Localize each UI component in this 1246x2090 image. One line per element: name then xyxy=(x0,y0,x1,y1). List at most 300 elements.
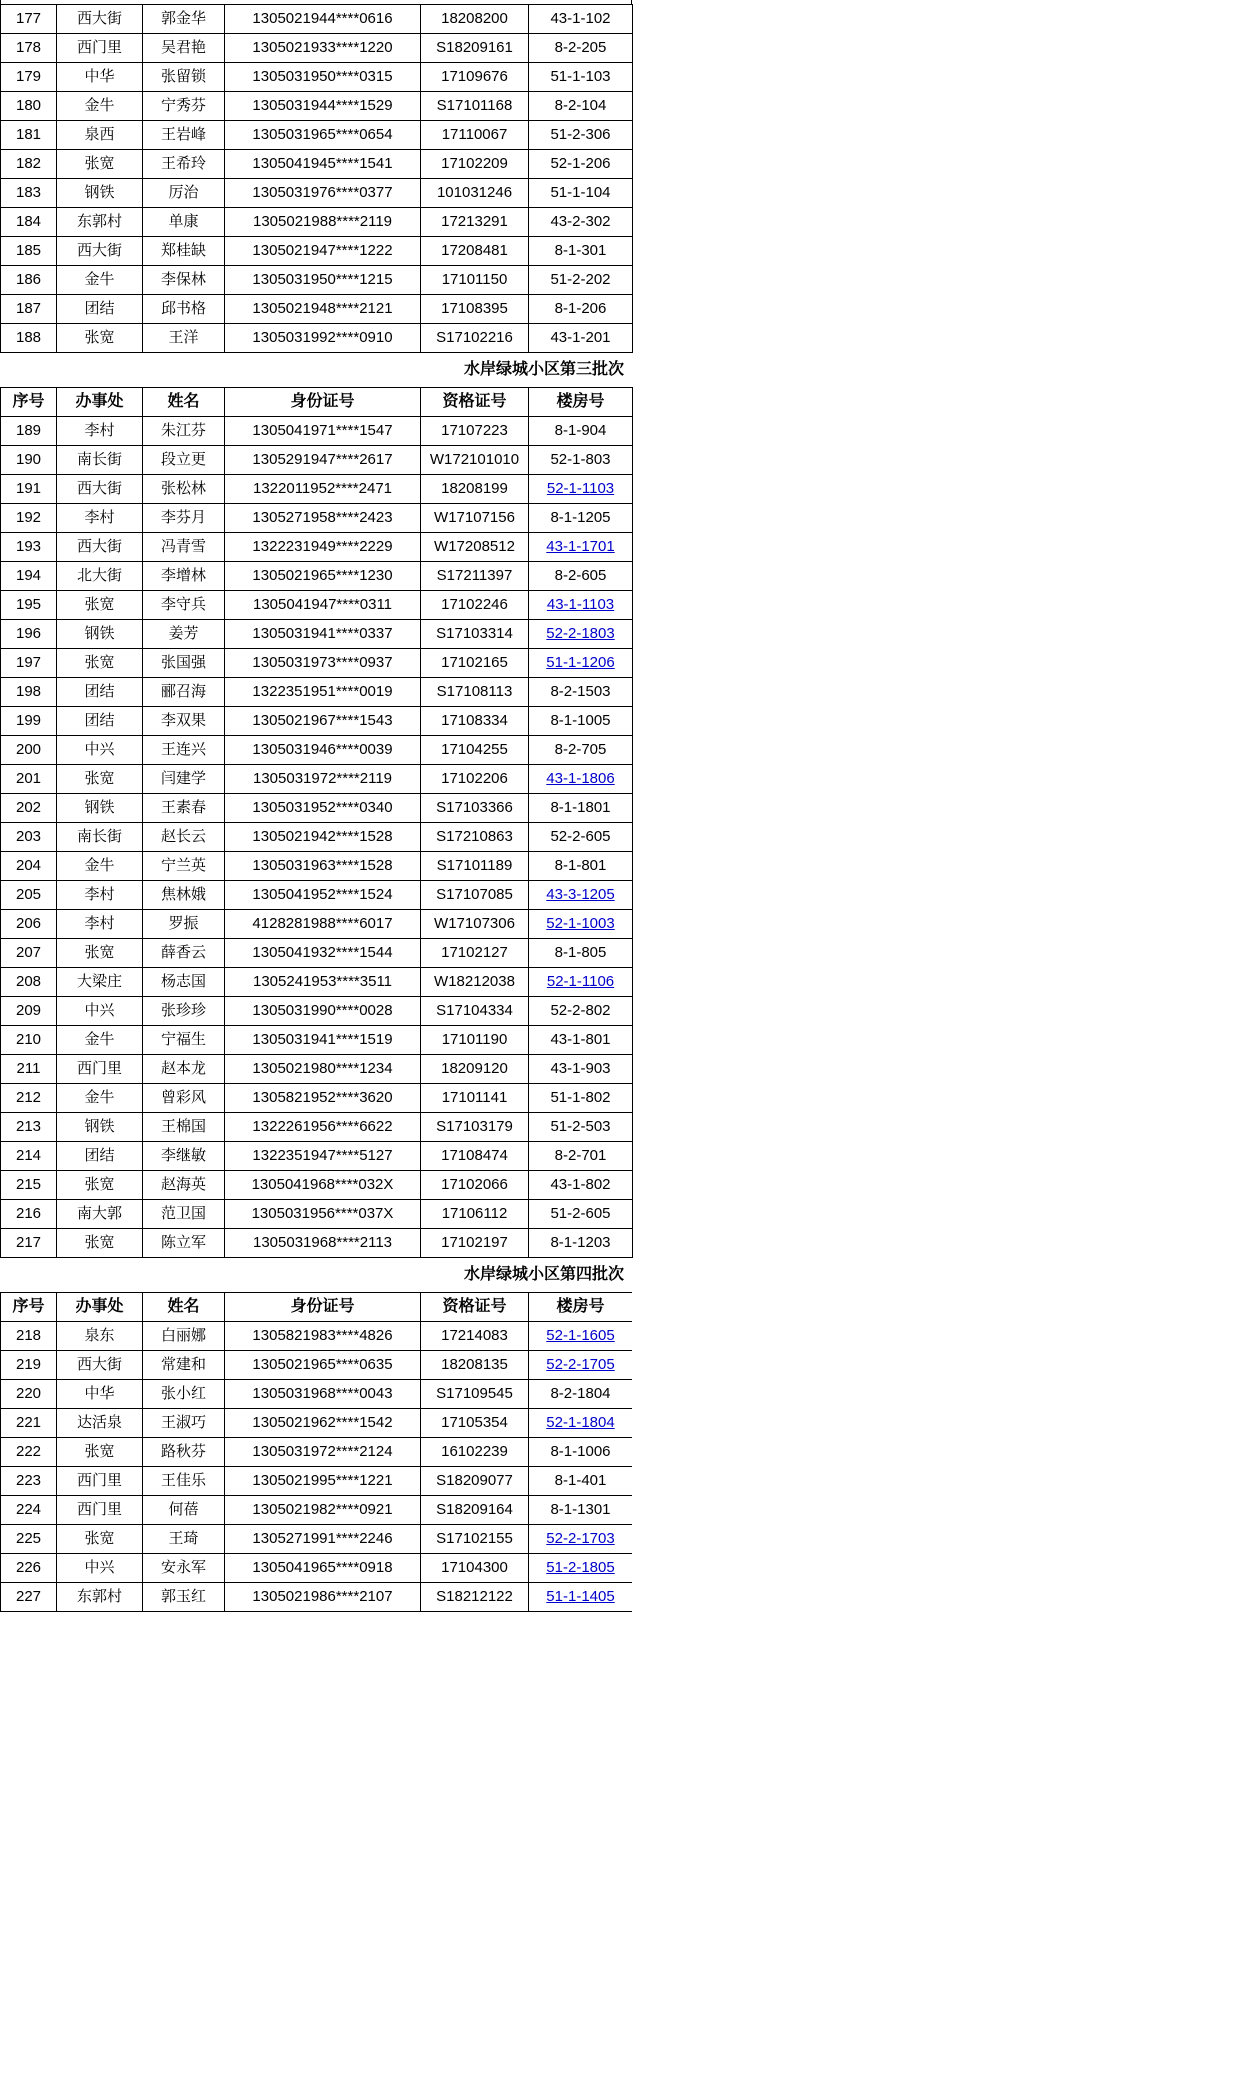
cell-house-number: 8-2-605 xyxy=(529,562,633,591)
cell-seq: 202 xyxy=(1,794,57,823)
cell-id-number: 1305031992****0910 xyxy=(225,324,421,353)
cell-house-number: 8-2-104 xyxy=(529,92,633,121)
cell-office: 张宽 xyxy=(57,1438,143,1467)
cell-seq: 218 xyxy=(1,1322,57,1351)
table-row xyxy=(1,1467,633,1496)
cell-name: 张小红 xyxy=(143,1380,225,1409)
cell-name: 段立更 xyxy=(143,446,225,475)
cell-office: 中兴 xyxy=(57,997,143,1026)
cell-cert-number: S17101189 xyxy=(421,852,529,881)
table-row xyxy=(1,150,633,179)
cell-cert-number: 17104300 xyxy=(421,1554,529,1583)
table-row xyxy=(1,823,633,852)
cell-office: 张宽 xyxy=(57,765,143,794)
cell-seq: 204 xyxy=(1,852,57,881)
table-row xyxy=(1,475,633,504)
section-title-third-batch: 水岸绿城小区第三批次 xyxy=(463,361,624,378)
cell-name: 郭金华 xyxy=(143,5,225,34)
cell-name: 厉治 xyxy=(143,179,225,208)
cell-cert-number: 16102239 xyxy=(421,1438,529,1467)
section-third-batch xyxy=(0,387,632,1258)
section-continued xyxy=(0,0,632,353)
cell-seq: 222 xyxy=(1,1438,57,1467)
cell-id-number: 1305031946****0039 xyxy=(225,736,421,765)
house-number-link[interactable]: 51-2-1805 xyxy=(546,1559,615,1576)
table-row xyxy=(1,1322,633,1351)
cell-seq: 207 xyxy=(1,939,57,968)
cell-id-number: 1305041971****1547 xyxy=(225,417,421,446)
cell-cert-number: 17108474 xyxy=(421,1142,529,1171)
cell-name: 朱江芬 xyxy=(143,417,225,446)
table-row xyxy=(1,852,633,881)
cell-seq: 217 xyxy=(1,1229,57,1258)
cell-id-number: 1305021980****1234 xyxy=(225,1055,421,1084)
cell-name: 赵海英 xyxy=(143,1171,225,1200)
col-header-name: 姓名 xyxy=(143,1293,225,1322)
cell-cert-number: S17101168 xyxy=(421,92,529,121)
cell-seq: 209 xyxy=(1,997,57,1026)
cell-cert-number: W172101010 xyxy=(421,446,529,475)
cell-cert-number: S17103366 xyxy=(421,794,529,823)
col-header-house-number: 楼房号 xyxy=(529,388,633,417)
cell-seq: 178 xyxy=(1,34,57,63)
cell-office: 李村 xyxy=(57,504,143,533)
house-number-link[interactable]: 52-2-1803 xyxy=(546,625,615,642)
col-header-name: 姓名 xyxy=(143,388,225,417)
cell-name: 张留锁 xyxy=(143,63,225,92)
table-row xyxy=(1,1554,633,1583)
cell-house-number: 51-1-802 xyxy=(529,1084,633,1113)
cell-seq: 227 xyxy=(1,1583,57,1612)
table-row xyxy=(1,1171,633,1200)
cell-cert-number: S17210863 xyxy=(421,823,529,852)
cell-name: 吴君艳 xyxy=(143,34,225,63)
cell-cert-number: S17211397 xyxy=(421,562,529,591)
house-number-link[interactable]: 52-1-1003 xyxy=(546,915,615,932)
cell-house-number[interactable] xyxy=(529,1351,633,1380)
table-row xyxy=(1,5,633,34)
cell-house-number[interactable] xyxy=(529,968,633,997)
cell-name: 张珍珍 xyxy=(143,997,225,1026)
cell-office: 南长街 xyxy=(57,446,143,475)
table-row xyxy=(1,1380,633,1409)
cell-name: 王连兴 xyxy=(143,736,225,765)
col-header-house-number: 楼房号 xyxy=(529,1293,633,1322)
cell-house-number[interactable] xyxy=(529,1525,633,1554)
cell-seq: 200 xyxy=(1,736,57,765)
table-row xyxy=(1,121,633,150)
cell-seq: 203 xyxy=(1,823,57,852)
cell-id-number: 1305031990****0028 xyxy=(225,997,421,1026)
cell-name: 王素春 xyxy=(143,794,225,823)
cell-office: 大梁庄 xyxy=(57,968,143,997)
cell-id-number: 1305031944****1529 xyxy=(225,92,421,121)
cell-cert-number: W17208512 xyxy=(421,533,529,562)
cell-seq: 193 xyxy=(1,533,57,562)
cell-name: 何蓓 xyxy=(143,1496,225,1525)
table-row xyxy=(1,678,633,707)
cell-id-number: 1305271991****2246 xyxy=(225,1525,421,1554)
cell-cert-number: 17105354 xyxy=(421,1409,529,1438)
table-row xyxy=(1,881,633,910)
table-row xyxy=(1,707,633,736)
cell-house-number: 52-1-206 xyxy=(529,150,633,179)
cell-house-number[interactable] xyxy=(529,649,633,678)
cell-house-number: 8-2-1503 xyxy=(529,678,633,707)
cell-name: 单康 xyxy=(143,208,225,237)
cell-name: 李双果 xyxy=(143,707,225,736)
cell-id-number: 1305021986****2107 xyxy=(225,1583,421,1612)
cell-name: 王希玲 xyxy=(143,150,225,179)
cell-office: 张宽 xyxy=(57,1229,143,1258)
cell-office: 金牛 xyxy=(57,852,143,881)
cell-id-number: 1305041945****1541 xyxy=(225,150,421,179)
cell-id-number: 1305031956****037X xyxy=(225,1200,421,1229)
cell-name: 杨志国 xyxy=(143,968,225,997)
cell-house-number: 8-2-705 xyxy=(529,736,633,765)
cell-id-number: 1305041965****0918 xyxy=(225,1554,421,1583)
table-row xyxy=(1,266,633,295)
cell-name: 李增林 xyxy=(143,562,225,591)
table-row xyxy=(1,591,633,620)
cell-seq: 187 xyxy=(1,295,57,324)
cell-office: 金牛 xyxy=(57,92,143,121)
table-body xyxy=(1,417,633,1258)
cell-seq: 192 xyxy=(1,504,57,533)
cell-house-number: 51-2-202 xyxy=(529,266,633,295)
cell-name: 张松林 xyxy=(143,475,225,504)
cell-house-number: 43-1-801 xyxy=(529,1026,633,1055)
cell-house-number[interactable] xyxy=(529,533,633,562)
cell-id-number: 1305031963****1528 xyxy=(225,852,421,881)
col-header-cert-number: 资格证号 xyxy=(421,388,529,417)
cell-house-number[interactable] xyxy=(529,910,633,939)
cell-house-number: 8-1-301 xyxy=(529,237,633,266)
cell-id-number: 1305031976****0377 xyxy=(225,179,421,208)
cell-id-number: 1305031968****2113 xyxy=(225,1229,421,1258)
cell-house-number: 8-2-1804 xyxy=(529,1380,633,1409)
cell-id-number: 1305271958****2423 xyxy=(225,504,421,533)
cell-office: 西大街 xyxy=(57,533,143,562)
cell-seq: 201 xyxy=(1,765,57,794)
cell-cert-number: 17102066 xyxy=(421,1171,529,1200)
cell-seq: 177 xyxy=(1,5,57,34)
cell-id-number: 1305021965****1230 xyxy=(225,562,421,591)
house-number-link[interactable]: 52-1-1605 xyxy=(546,1327,615,1344)
cell-name: 王佳乐 xyxy=(143,1467,225,1496)
cell-name: 宁秀芬 xyxy=(143,92,225,121)
cell-name: 焦林娥 xyxy=(143,881,225,910)
cell-id-number: 1305021933****1220 xyxy=(225,34,421,63)
cell-office: 金牛 xyxy=(57,266,143,295)
cell-name: 宁兰英 xyxy=(143,852,225,881)
cell-id-number: 1305291947****2617 xyxy=(225,446,421,475)
header-row xyxy=(1,388,633,417)
cell-cert-number: 17106112 xyxy=(421,1200,529,1229)
cell-house-number[interactable] xyxy=(529,1322,633,1351)
cell-house-number[interactable] xyxy=(529,591,633,620)
table-row xyxy=(1,1438,633,1467)
cell-cert-number: 17102165 xyxy=(421,649,529,678)
cell-cert-number: 17208481 xyxy=(421,237,529,266)
cell-cert-number: 18209120 xyxy=(421,1055,529,1084)
cell-house-number: 8-1-401 xyxy=(529,1467,633,1496)
cell-office: 东郭村 xyxy=(57,208,143,237)
cell-id-number: 1305031968****0043 xyxy=(225,1380,421,1409)
cell-id-number: 1305031952****0340 xyxy=(225,794,421,823)
cell-house-number: 43-1-802 xyxy=(529,1171,633,1200)
col-header-office: 办事处 xyxy=(57,388,143,417)
roster-table-fourth-batch xyxy=(0,1292,632,1612)
cell-office: 南长街 xyxy=(57,823,143,852)
table-row xyxy=(1,504,633,533)
cell-cert-number: S17102216 xyxy=(421,324,529,353)
cell-name: 王棉国 xyxy=(143,1113,225,1142)
cell-seq: 198 xyxy=(1,678,57,707)
house-number-link[interactable]: 43-1-1701 xyxy=(546,538,615,555)
cell-seq: 185 xyxy=(1,237,57,266)
cell-cert-number: 17108395 xyxy=(421,295,529,324)
table-row xyxy=(1,237,633,266)
cell-office: 中华 xyxy=(57,1380,143,1409)
cell-house-number[interactable] xyxy=(529,1583,633,1612)
cell-seq: 225 xyxy=(1,1525,57,1554)
cell-office: 金牛 xyxy=(57,1084,143,1113)
table-header xyxy=(1,1293,633,1322)
cell-id-number: 1305021962****1542 xyxy=(225,1409,421,1438)
cell-seq: 224 xyxy=(1,1496,57,1525)
cell-office: 团结 xyxy=(57,678,143,707)
cell-cert-number: 17102197 xyxy=(421,1229,529,1258)
cell-office: 钢铁 xyxy=(57,620,143,649)
cell-cert-number: 17104255 xyxy=(421,736,529,765)
cell-seq: 208 xyxy=(1,968,57,997)
cell-id-number: 1305031950****1215 xyxy=(225,266,421,295)
cell-cert-number: 101031246 xyxy=(421,179,529,208)
table-row xyxy=(1,1583,633,1612)
cell-house-number: 8-1-1801 xyxy=(529,794,633,823)
cell-office: 张宽 xyxy=(57,649,143,678)
cell-name: 张国强 xyxy=(143,649,225,678)
cell-id-number: 1305031941****1519 xyxy=(225,1026,421,1055)
table-row xyxy=(1,446,633,475)
cell-cert-number: 17213291 xyxy=(421,208,529,237)
cell-office: 团结 xyxy=(57,295,143,324)
table-row xyxy=(1,1142,633,1171)
cell-house-number: 8-2-701 xyxy=(529,1142,633,1171)
cell-seq: 223 xyxy=(1,1467,57,1496)
table-row xyxy=(1,562,633,591)
cell-office: 达活泉 xyxy=(57,1409,143,1438)
cell-cert-number: S18212122 xyxy=(421,1583,529,1612)
table-row xyxy=(1,92,633,121)
cell-seq: 191 xyxy=(1,475,57,504)
cell-house-number: 8-1-1006 xyxy=(529,1438,633,1467)
cell-house-number[interactable] xyxy=(529,1554,633,1583)
cell-id-number: 1305021965****0635 xyxy=(225,1351,421,1380)
cell-cert-number: S17107085 xyxy=(421,881,529,910)
house-number-link[interactable]: 51-1-1405 xyxy=(546,1588,615,1605)
cell-cert-number: 18208200 xyxy=(421,5,529,34)
col-header-cert-number: 资格证号 xyxy=(421,1293,529,1322)
house-number-link[interactable]: 43-1-1103 xyxy=(546,596,615,613)
cell-office: 张宽 xyxy=(57,150,143,179)
cell-id-number: 1305041952****1524 xyxy=(225,881,421,910)
cell-cert-number: S18209077 xyxy=(421,1467,529,1496)
cell-cert-number: 18208199 xyxy=(421,475,529,504)
cell-seq: 219 xyxy=(1,1351,57,1380)
cell-house-number: 51-2-503 xyxy=(529,1113,633,1142)
cell-cert-number: 17108334 xyxy=(421,707,529,736)
cell-house-number[interactable] xyxy=(529,620,633,649)
cell-house-number: 8-1-904 xyxy=(529,417,633,446)
cell-cert-number: 17102209 xyxy=(421,150,529,179)
cell-seq: 196 xyxy=(1,620,57,649)
cell-office: 张宽 xyxy=(57,324,143,353)
table-row xyxy=(1,1351,633,1380)
cell-name: 李守兵 xyxy=(143,591,225,620)
section-title-fourth-batch: 水岸绿城小区第四批次 xyxy=(463,1266,624,1283)
cell-name: 范卫国 xyxy=(143,1200,225,1229)
house-number-link[interactable]: 43-1-1806 xyxy=(546,770,615,787)
cell-seq: 214 xyxy=(1,1142,57,1171)
cell-seq: 221 xyxy=(1,1409,57,1438)
cell-office: 南大郭 xyxy=(57,1200,143,1229)
table-row xyxy=(1,208,633,237)
cell-name: 李芬月 xyxy=(143,504,225,533)
house-number-link[interactable]: 52-2-1705 xyxy=(546,1356,615,1373)
col-header-seq: 序号 xyxy=(1,1293,57,1322)
cell-cert-number: 17102246 xyxy=(421,591,529,620)
house-number-link[interactable]: 51-1-1206 xyxy=(546,654,615,671)
cell-seq: 184 xyxy=(1,208,57,237)
roster-table-third-batch xyxy=(0,387,633,1258)
cell-name: 曾彩风 xyxy=(143,1084,225,1113)
cell-id-number: 1305031950****0315 xyxy=(225,63,421,92)
table-row xyxy=(1,620,633,649)
col-header-seq: 序号 xyxy=(1,388,57,417)
cell-office: 李村 xyxy=(57,881,143,910)
table-header xyxy=(1,388,633,417)
cell-office: 西大街 xyxy=(57,1351,143,1380)
cell-office: 西门里 xyxy=(57,1496,143,1525)
cell-id-number: 1322011952****2471 xyxy=(225,475,421,504)
table-row xyxy=(1,1409,633,1438)
cell-name: 白丽娜 xyxy=(143,1322,225,1351)
table-row xyxy=(1,1525,633,1554)
cell-id-number: 1305041932****1544 xyxy=(225,939,421,968)
cell-id-number: 1322351947****5127 xyxy=(225,1142,421,1171)
cell-id-number: 1305821952****3620 xyxy=(225,1084,421,1113)
cell-cert-number: 18208135 xyxy=(421,1351,529,1380)
cell-id-number: 1305041947****0311 xyxy=(225,591,421,620)
cell-cert-number: S17103314 xyxy=(421,620,529,649)
cell-id-number: 1305031965****0654 xyxy=(225,121,421,150)
cell-house-number: 51-1-103 xyxy=(529,63,633,92)
cell-seq: 182 xyxy=(1,150,57,179)
cell-house-number[interactable] xyxy=(529,765,633,794)
cell-house-number: 52-1-803 xyxy=(529,446,633,475)
cell-cert-number: W17107156 xyxy=(421,504,529,533)
house-number-link[interactable]: 52-1-1103 xyxy=(546,480,615,497)
cell-office: 中兴 xyxy=(57,1554,143,1583)
cell-office: 中华 xyxy=(57,63,143,92)
cell-office: 李村 xyxy=(57,417,143,446)
cell-cert-number: 17214083 xyxy=(421,1322,529,1351)
house-number-link[interactable]: 43-3-1205 xyxy=(546,886,615,903)
cell-id-number: 1322231949****2229 xyxy=(225,533,421,562)
house-number-link[interactable]: 52-1-1804 xyxy=(546,1414,615,1431)
cell-id-number: 1305021988****2119 xyxy=(225,208,421,237)
cell-id-number: 1305031941****0337 xyxy=(225,620,421,649)
cell-office: 钢铁 xyxy=(57,179,143,208)
cell-house-number[interactable] xyxy=(529,475,633,504)
cell-seq: 215 xyxy=(1,1171,57,1200)
cell-seq: 226 xyxy=(1,1554,57,1583)
table-row xyxy=(1,910,633,939)
cell-seq: 186 xyxy=(1,266,57,295)
cell-house-number[interactable] xyxy=(529,881,633,910)
house-number-link[interactable]: 52-2-1703 xyxy=(546,1530,615,1547)
table-row xyxy=(1,1496,633,1525)
cell-id-number: 1305031973****0937 xyxy=(225,649,421,678)
cell-name: 郑桂缺 xyxy=(143,237,225,266)
cell-name: 郭玉红 xyxy=(143,1583,225,1612)
cell-id-number: 1322261956****6622 xyxy=(225,1113,421,1142)
table-row xyxy=(1,736,633,765)
cell-seq: 194 xyxy=(1,562,57,591)
cell-name: 王淑巧 xyxy=(143,1409,225,1438)
cell-name: 冯青雪 xyxy=(143,533,225,562)
cell-cert-number: S17102155 xyxy=(421,1525,529,1554)
cell-seq: 188 xyxy=(1,324,57,353)
cell-house-number: 51-2-306 xyxy=(529,121,633,150)
cell-office: 张宽 xyxy=(57,1171,143,1200)
cell-office: 西大街 xyxy=(57,237,143,266)
cell-house-number[interactable] xyxy=(529,1409,633,1438)
cell-cert-number: 17102127 xyxy=(421,939,529,968)
cell-house-number: 43-1-201 xyxy=(529,324,633,353)
cell-seq: 189 xyxy=(1,417,57,446)
cell-id-number: 1305041968****032X xyxy=(225,1171,421,1200)
cell-office: 泉东 xyxy=(57,1322,143,1351)
cell-cert-number: S17108113 xyxy=(421,678,529,707)
cell-seq: 197 xyxy=(1,649,57,678)
cell-seq: 190 xyxy=(1,446,57,475)
cell-id-number: 1305021942****1528 xyxy=(225,823,421,852)
cell-id-number: 1305021967****1543 xyxy=(225,707,421,736)
cell-id-number: 4128281988****6017 xyxy=(225,910,421,939)
table-row xyxy=(1,1200,633,1229)
cell-seq: 195 xyxy=(1,591,57,620)
cell-office: 泉西 xyxy=(57,121,143,150)
cell-cert-number: W18212038 xyxy=(421,968,529,997)
cell-cert-number: S17104334 xyxy=(421,997,529,1026)
cell-seq: 199 xyxy=(1,707,57,736)
cell-cert-number: 17101190 xyxy=(421,1026,529,1055)
cell-house-number: 43-1-102 xyxy=(529,5,633,34)
cell-office: 金牛 xyxy=(57,1026,143,1055)
cell-name: 安永军 xyxy=(143,1554,225,1583)
cell-office: 钢铁 xyxy=(57,794,143,823)
cell-name: 宁福生 xyxy=(143,1026,225,1055)
cell-office: 李村 xyxy=(57,910,143,939)
cell-cert-number: 17107223 xyxy=(421,417,529,446)
table-row xyxy=(1,765,633,794)
cell-name: 路秋芬 xyxy=(143,1438,225,1467)
table-row xyxy=(1,63,633,92)
house-number-link[interactable]: 52-1-1106 xyxy=(546,973,615,990)
